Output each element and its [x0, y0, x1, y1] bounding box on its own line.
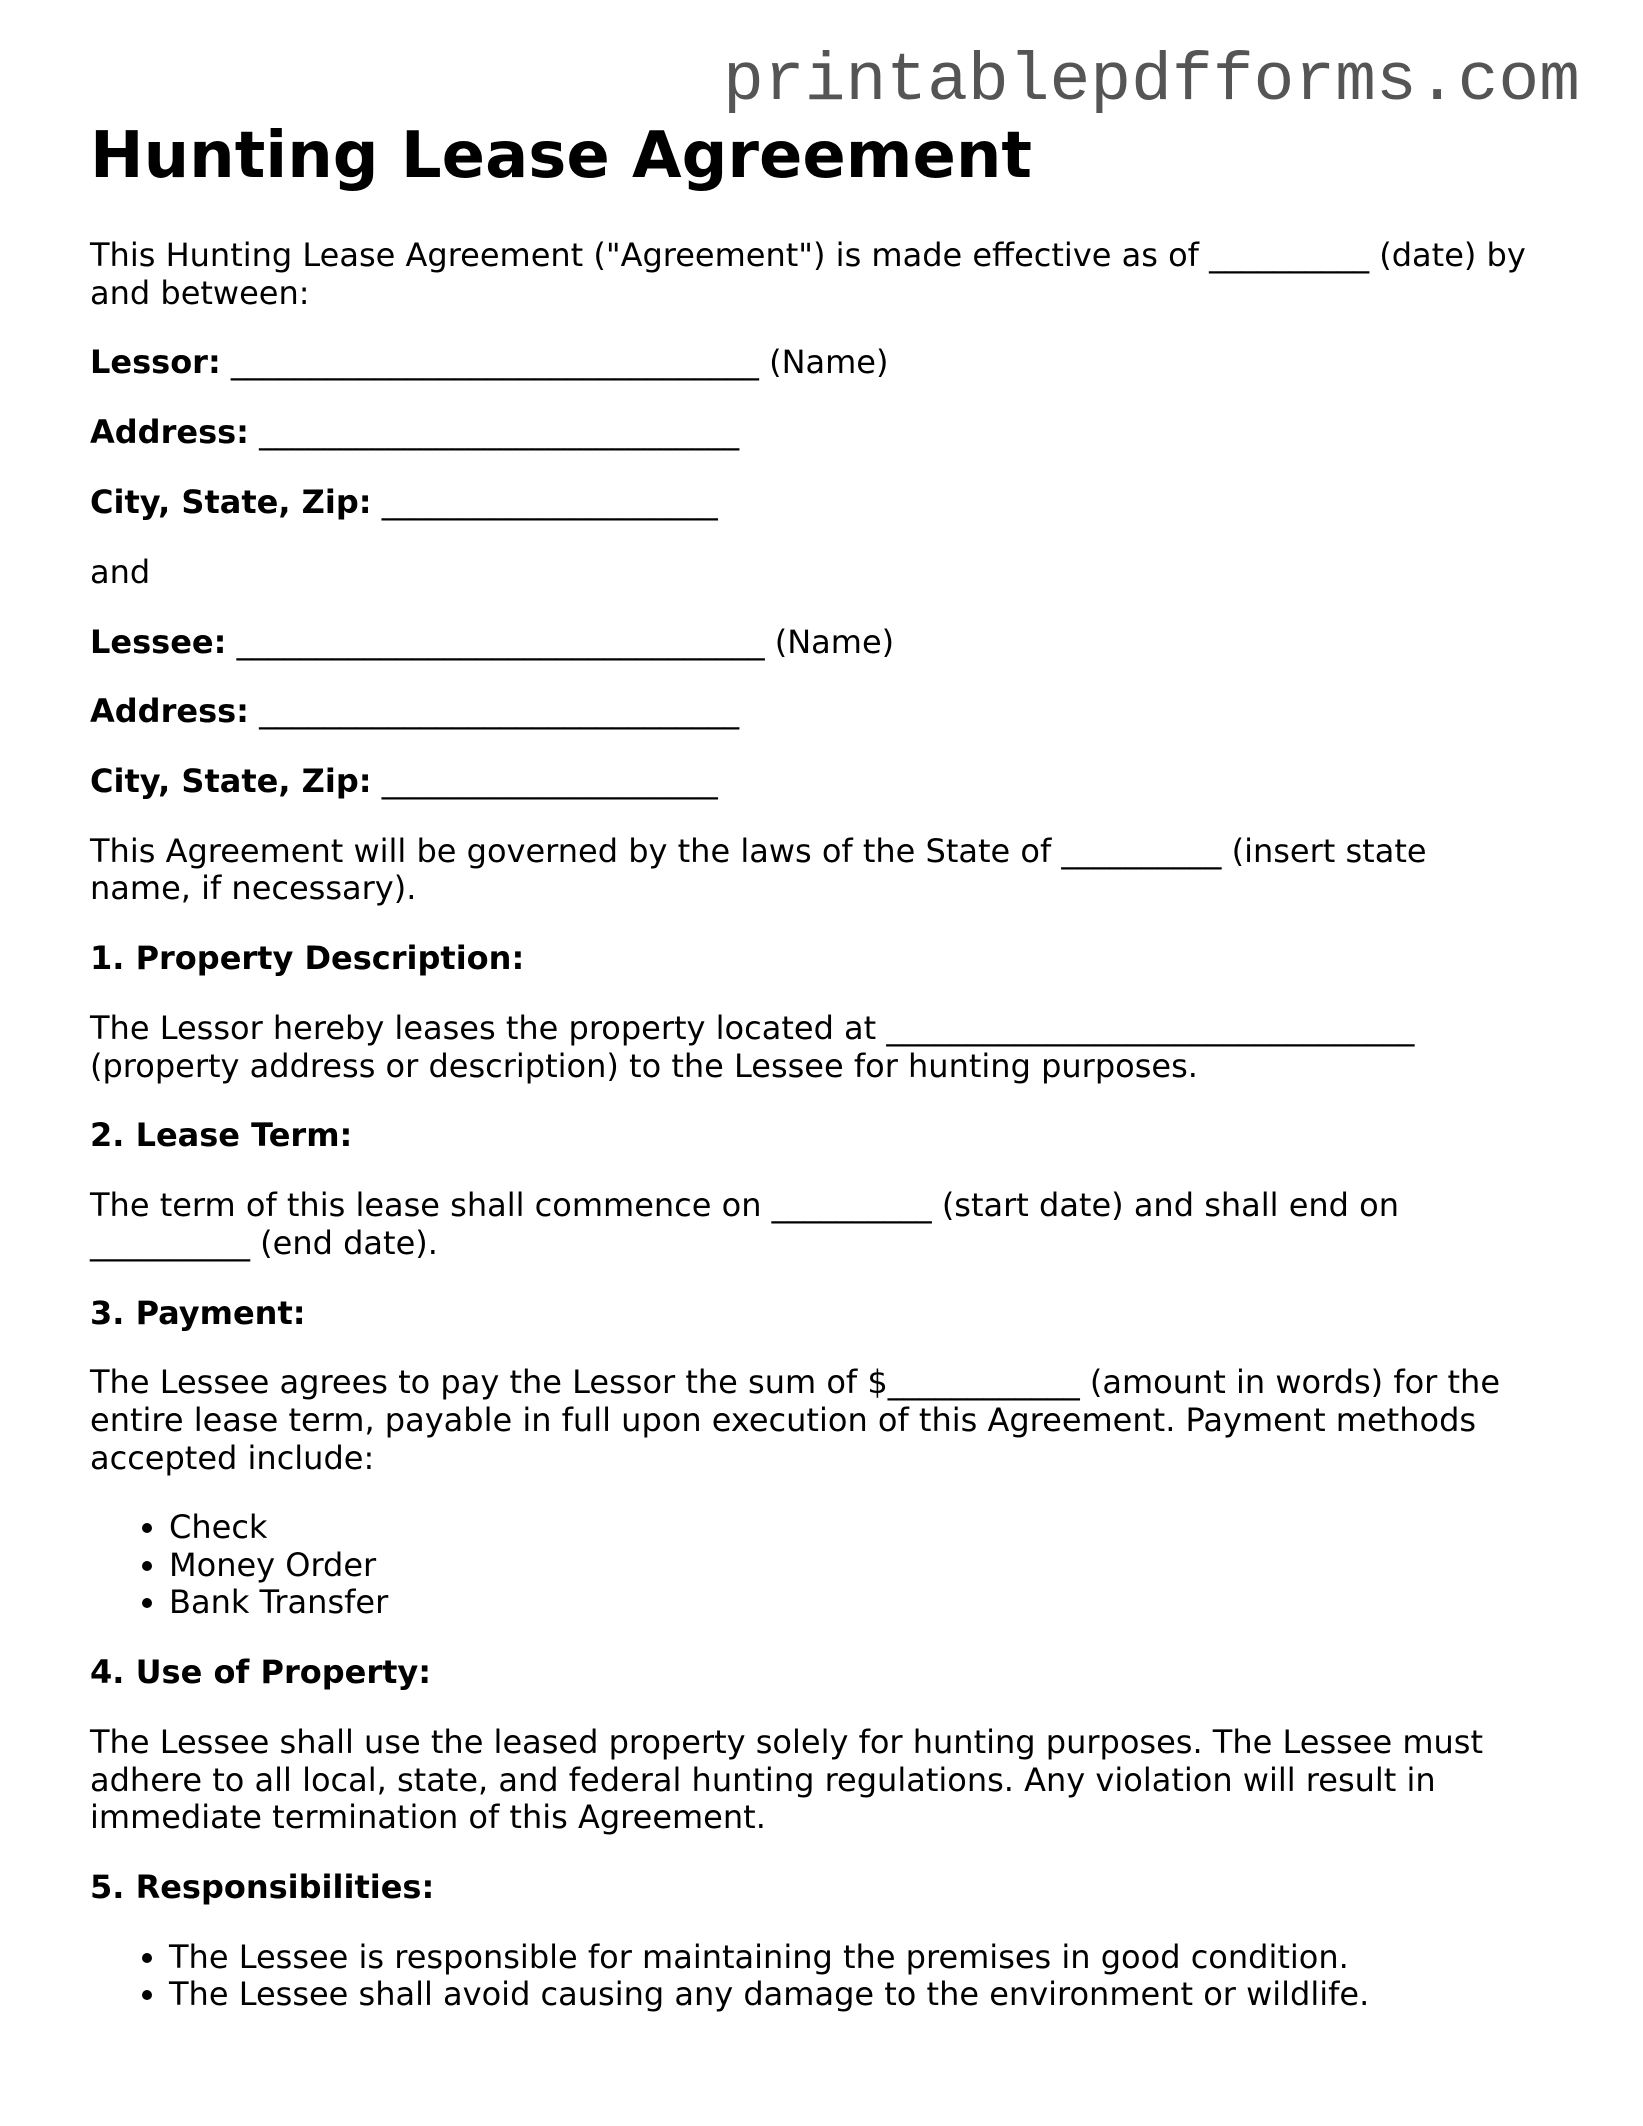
list-item: • Money Order: [169, 1547, 1570, 1585]
intro-line: and between:: [90, 273, 310, 312]
lessee-city-line: [90, 763, 1570, 801]
section-line: accepted include:: [90, 1438, 375, 1477]
section-line: The Lessee shall use the leased property solely for hunting purposes. The Lessee must: [90, 1723, 1483, 1762]
governing-law-line: name, if necessary).: [90, 869, 417, 908]
section-line: The Lessee agrees to pay the Lessor the sum of $____________ (amount in words) for the: [90, 1363, 1501, 1402]
lessor-city-line: [90, 484, 1570, 522]
lessor-name-line: [90, 344, 1570, 382]
section-body-property-description: [90, 1010, 1570, 1085]
section-heading-responsibilities: 5. Responsibilities:: [90, 1868, 435, 1906]
list-item: • Bank Transfer: [169, 1584, 1570, 1622]
lessee-address-line: [90, 693, 1570, 731]
list-item: • The Lessee is responsible for maintaining the premises in good condition.: [169, 1939, 1570, 1977]
section-heading-property-description: 1. Property Description:: [90, 939, 525, 978]
section-body-use-of-property: [90, 1724, 1570, 1837]
lessee-city-label: City, State, Zip:: [90, 762, 372, 801]
section-heading-payment: 3. Payment:: [90, 1293, 306, 1332]
lessee-name-label: Lessee:: [90, 622, 227, 661]
lessor-name-blank: _________________________________: [230, 343, 759, 382]
section-body-lease-term: [90, 1187, 1570, 1262]
section-heading-use-of-property: 4. Use of Property:: [90, 1653, 432, 1692]
lessee-address-label: Address:: [90, 692, 249, 731]
payment-methods-list: [90, 1509, 1570, 1622]
lessee-name-line: [90, 624, 1570, 662]
section-heading-lease-term: 2. Lease Term:: [90, 1116, 353, 1155]
page-title: Hunting Lease Agreement: [90, 119, 1032, 193]
lessee-city-blank: _____________________: [381, 762, 718, 801]
section-line: immediate termination of this Agreement.: [90, 1798, 766, 1837]
governing-law-paragraph: [90, 833, 1570, 908]
section-line: adhere to all local, state, and federal hunting regulations. Any violation will result in: [90, 1760, 1436, 1799]
lessor-city-label: City, State, Zip:: [90, 482, 372, 521]
lessor-address-line: [90, 414, 1570, 452]
site-watermark: printablepdfforms.com: [723, 43, 1580, 120]
lessor-address-label: Address:: [90, 413, 249, 452]
intro-line: This Hunting Lease Agreement ("Agreement") is made effective as of __________ (date) by: [90, 236, 1526, 274]
lessee-name-hint: (Name): [774, 622, 895, 661]
section-line: The Lessor hereby leases the property located at _________________________________: [90, 1009, 1415, 1047]
lessee-address-blank: ______________________________: [259, 692, 740, 731]
section-line: entire lease term, payable in full upon execution of this Agreement. Payment methods: [90, 1400, 1477, 1439]
intro-paragraph: [90, 237, 1570, 312]
lessor-address-blank: ______________________________: [259, 413, 740, 452]
lessor-name-hint: (Name): [769, 343, 889, 382]
section-line: __________ (end date).: [90, 1223, 438, 1262]
governing-law-line: This Agreement will be governed by the laws of the State of __________ (insert state: [90, 831, 1427, 870]
list-item: • The Lessee shall avoid causing any damage to the environment or wildlife.: [169, 1976, 1570, 2014]
lessor-name-label: Lessor:: [90, 343, 221, 382]
section-line: (property address or description) to the Lessee for hunting purposes.: [90, 1046, 1198, 1085]
and-text: and: [90, 552, 151, 591]
document-body: [90, 237, 1570, 2046]
section-body-payment: [90, 1364, 1570, 1477]
lessor-city-blank: _____________________: [381, 482, 718, 521]
responsibilities-list: [90, 1939, 1570, 2014]
section-line: The term of this lease shall commence on __________ (start date) and shall end on: [90, 1186, 1400, 1225]
list-item: • Check: [169, 1509, 1570, 1547]
lessee-name-blank: _________________________________: [236, 622, 765, 661]
